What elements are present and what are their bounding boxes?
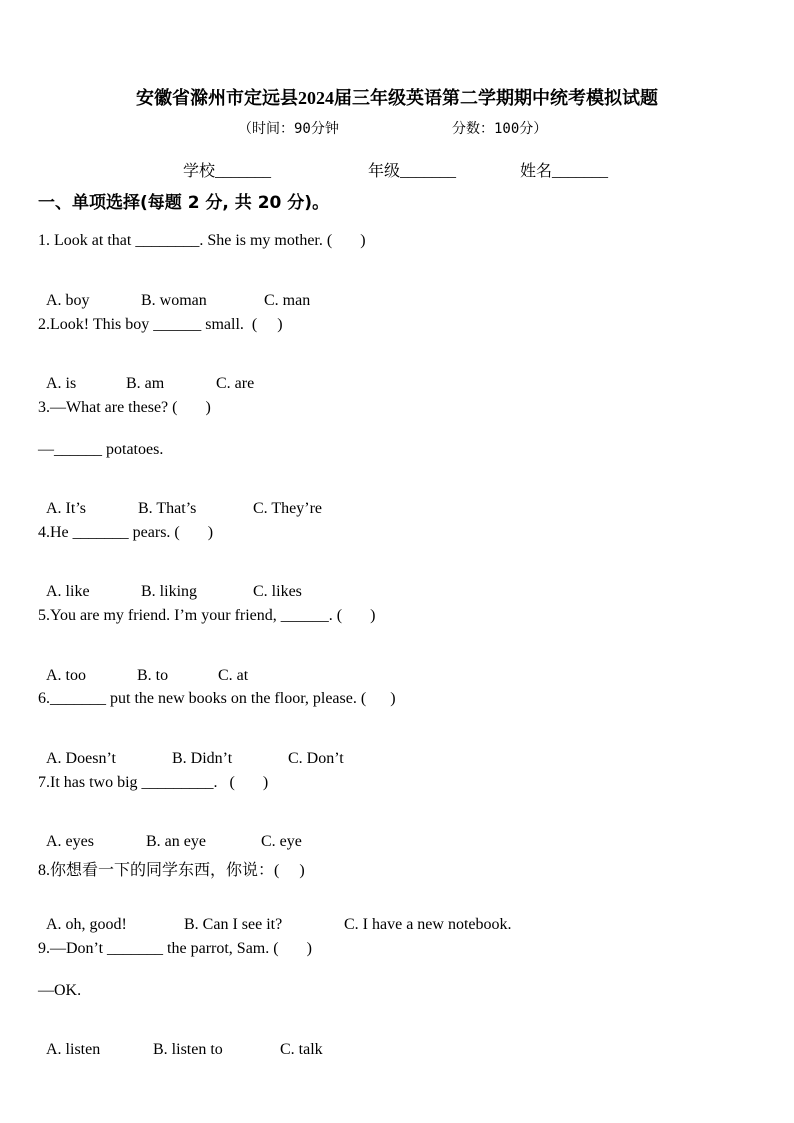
question-5: 5.You are my friend. I’m your friend, ______. ( ): [38, 607, 376, 624]
exam-time: （时间：90分钟: [238, 121, 339, 137]
options-3: [38, 482, 322, 518]
option-a: A. oh, good!: [46, 916, 127, 933]
options-1: [38, 274, 310, 310]
option-a: A. eyes: [46, 833, 94, 850]
option-c: C. are: [216, 375, 255, 392]
option-b: B. an eye: [146, 833, 206, 850]
options-7: [38, 815, 302, 851]
option-c: C. They’re: [253, 500, 323, 517]
school-field: 学校_______: [183, 163, 272, 180]
option-c: C. talk: [280, 1041, 323, 1058]
option-a: A. boy: [46, 292, 90, 309]
option-b: B. That’s: [138, 500, 197, 517]
question-9-answer: —OK.: [38, 982, 82, 999]
question-4: 4.He _______ pears. ( ): [38, 524, 214, 541]
option-c: C. I have a new notebook.: [344, 916, 512, 933]
option-a: A. Doesn’t: [46, 750, 116, 767]
options-5: [38, 649, 248, 685]
question-3: 3.—What are these? ( ): [38, 399, 211, 416]
question-7: 7.It has two big _________. ( ): [38, 774, 269, 791]
question-8: 8.你想看一下的同学东西，你说：( ): [38, 862, 305, 879]
options-6: [38, 732, 344, 768]
option-a: A. listen: [46, 1041, 101, 1058]
question-1: 1. Look at that ________. She is my mother. ( ): [38, 232, 366, 249]
option-c: C. eye: [261, 833, 302, 850]
options-8: [38, 898, 512, 934]
option-a: A. like: [46, 583, 90, 600]
question-6: 6._______ put the new books on the floor, please. ( ): [38, 690, 396, 707]
option-b: B. Didn’t: [172, 750, 233, 767]
option-a: A. is: [46, 375, 77, 392]
name-field: 姓名_______: [520, 163, 609, 180]
question-9: 9.—Don’t _______ the parrot, Sam. ( ): [38, 940, 312, 957]
option-a: A. too: [46, 667, 86, 684]
option-a: A. It’s: [46, 500, 86, 517]
option-b: B. am: [126, 375, 165, 392]
options-9: [38, 1023, 323, 1059]
option-b: B. to: [137, 667, 169, 684]
question-3-answer: —______ potatoes.: [38, 441, 164, 458]
option-c: C. at: [218, 667, 249, 684]
options-4: [38, 565, 302, 601]
options-2: [38, 357, 254, 393]
section-heading: 一、单项选择(每题 2 分, 共 20 分)。: [38, 193, 330, 213]
question-2: 2.Look! This boy ______ small. ( ): [38, 316, 283, 333]
option-c: C. man: [264, 292, 311, 309]
option-c: C. likes: [253, 583, 302, 600]
option-b: B. listen to: [153, 1041, 223, 1058]
page-title: 安徽省滁州市定远县2024届三年级英语第二学期期中统考模拟试题: [136, 88, 658, 108]
option-b: B. woman: [141, 292, 207, 309]
option-c: C. Don’t: [288, 750, 344, 767]
option-b: B. liking: [141, 583, 198, 600]
option-b: B. Can I see it?: [184, 916, 283, 933]
exam-score: 分数：100分）: [452, 121, 548, 137]
grade-field: 年级_______: [368, 163, 457, 180]
